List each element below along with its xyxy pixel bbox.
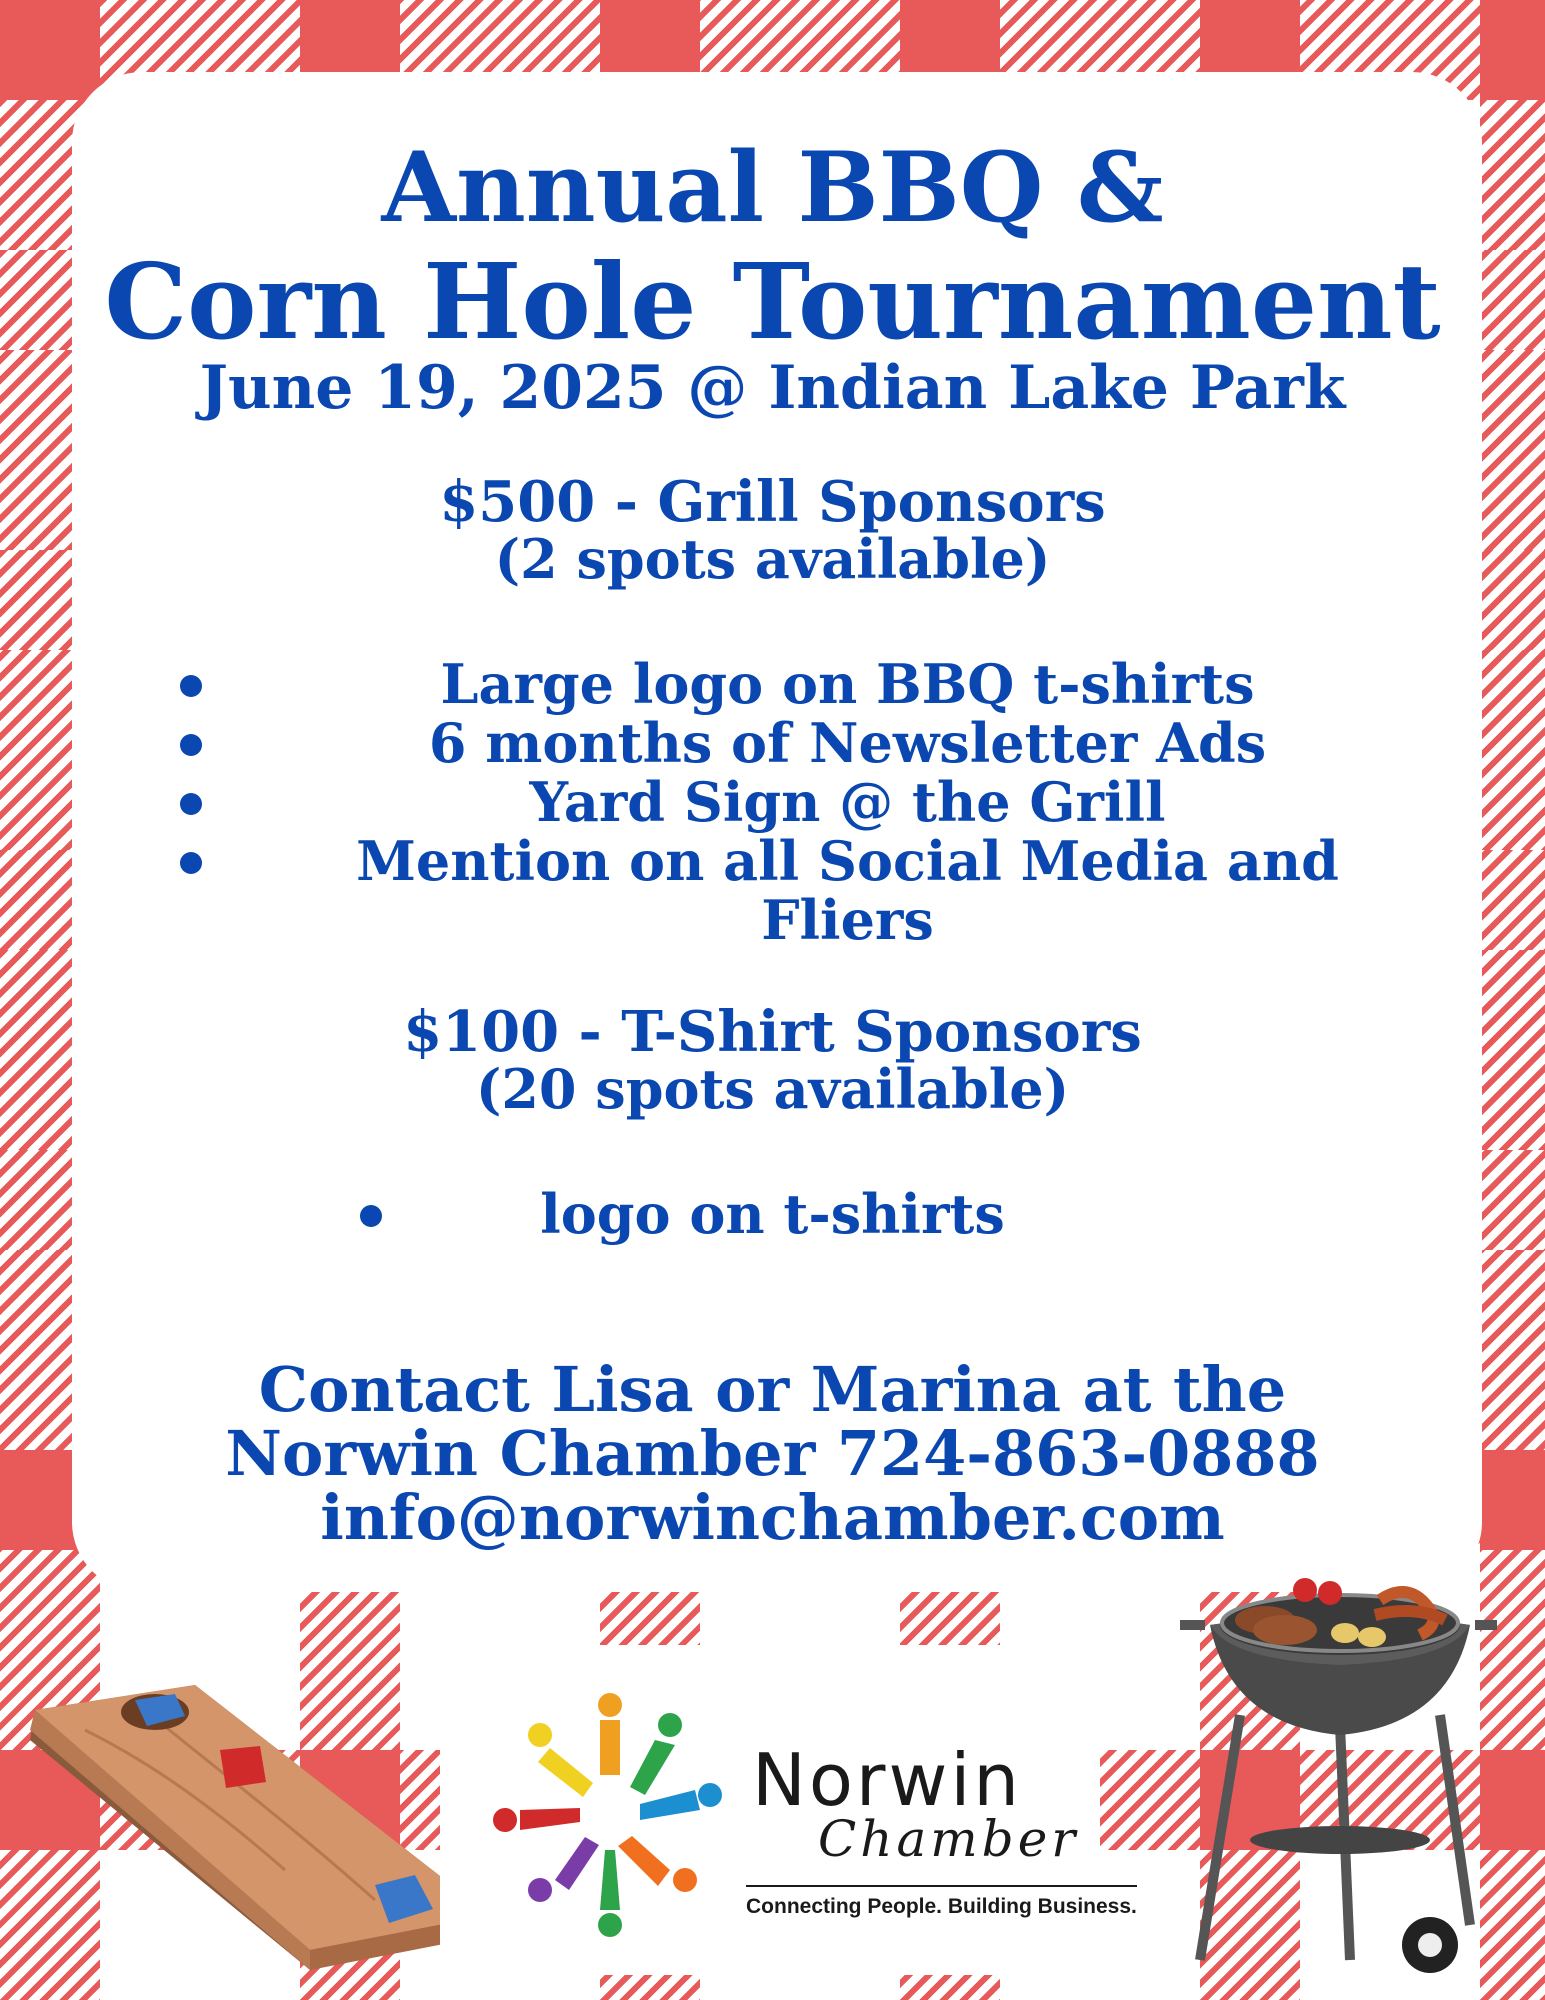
event-title-line2: Corn Hole Tournament — [104, 240, 1441, 363]
bbq-grill-icon — [1180, 1565, 1500, 1985]
bullet-icon — [360, 1205, 382, 1227]
tshirt-sponsor-tier — [0, 999, 1545, 1121]
list-item: Large logo on BBQ t-shirts — [0, 655, 1545, 714]
event-date-location: June 19, 2025 @ Indian Lake Park — [199, 353, 1346, 423]
cornhole-board-icon — [25, 1670, 505, 1970]
bullet-icon — [180, 793, 202, 815]
bullet-icon — [180, 675, 202, 697]
bullet-icon — [180, 734, 202, 756]
tshirt-sponsor-spots: (20 spots available) — [475, 1057, 1070, 1121]
event-title-line1: Annual BBQ & — [381, 131, 1164, 244]
tshirt-benefits-list — [0, 1182, 1545, 1246]
tshirt-sponsor-price: $100 - T-Shirt Sponsors — [403, 999, 1142, 1065]
contact-phone: Norwin Chamber 724-863-0888 — [225, 1417, 1320, 1490]
chamber-logo-word: Norwin — [752, 1738, 1023, 1822]
chamber-logo-icon — [445, 1650, 775, 1970]
grill-sponsor-spots: (2 spots available) — [494, 527, 1051, 591]
contact-email[interactable]: info@norwinchamber.com — [320, 1481, 1225, 1554]
chamber-logo-tagline: Connecting People. Building Business. — [746, 1885, 1137, 1919]
bullet-icon — [180, 852, 202, 874]
list-item: Mention on all Social Media and — [0, 832, 1545, 891]
list-item: 6 months of Newsletter Ads — [0, 714, 1545, 773]
chamber-logo-sub: Chamber — [818, 1810, 1080, 1868]
contact-line: Contact Lisa or Marina at the — [258, 1353, 1287, 1426]
list-item: Yard Sign @ the Grill — [0, 773, 1545, 832]
grill-benefits-list — [0, 652, 1545, 952]
grill-sponsor-price: $500 - Grill Sponsors — [439, 469, 1106, 535]
contact-info — [0, 1353, 1545, 1554]
grill-sponsor-tier — [0, 469, 1545, 591]
list-item: logo on t-shirts — [0, 1185, 1545, 1244]
list-item-continuation: Fliers — [761, 888, 934, 952]
